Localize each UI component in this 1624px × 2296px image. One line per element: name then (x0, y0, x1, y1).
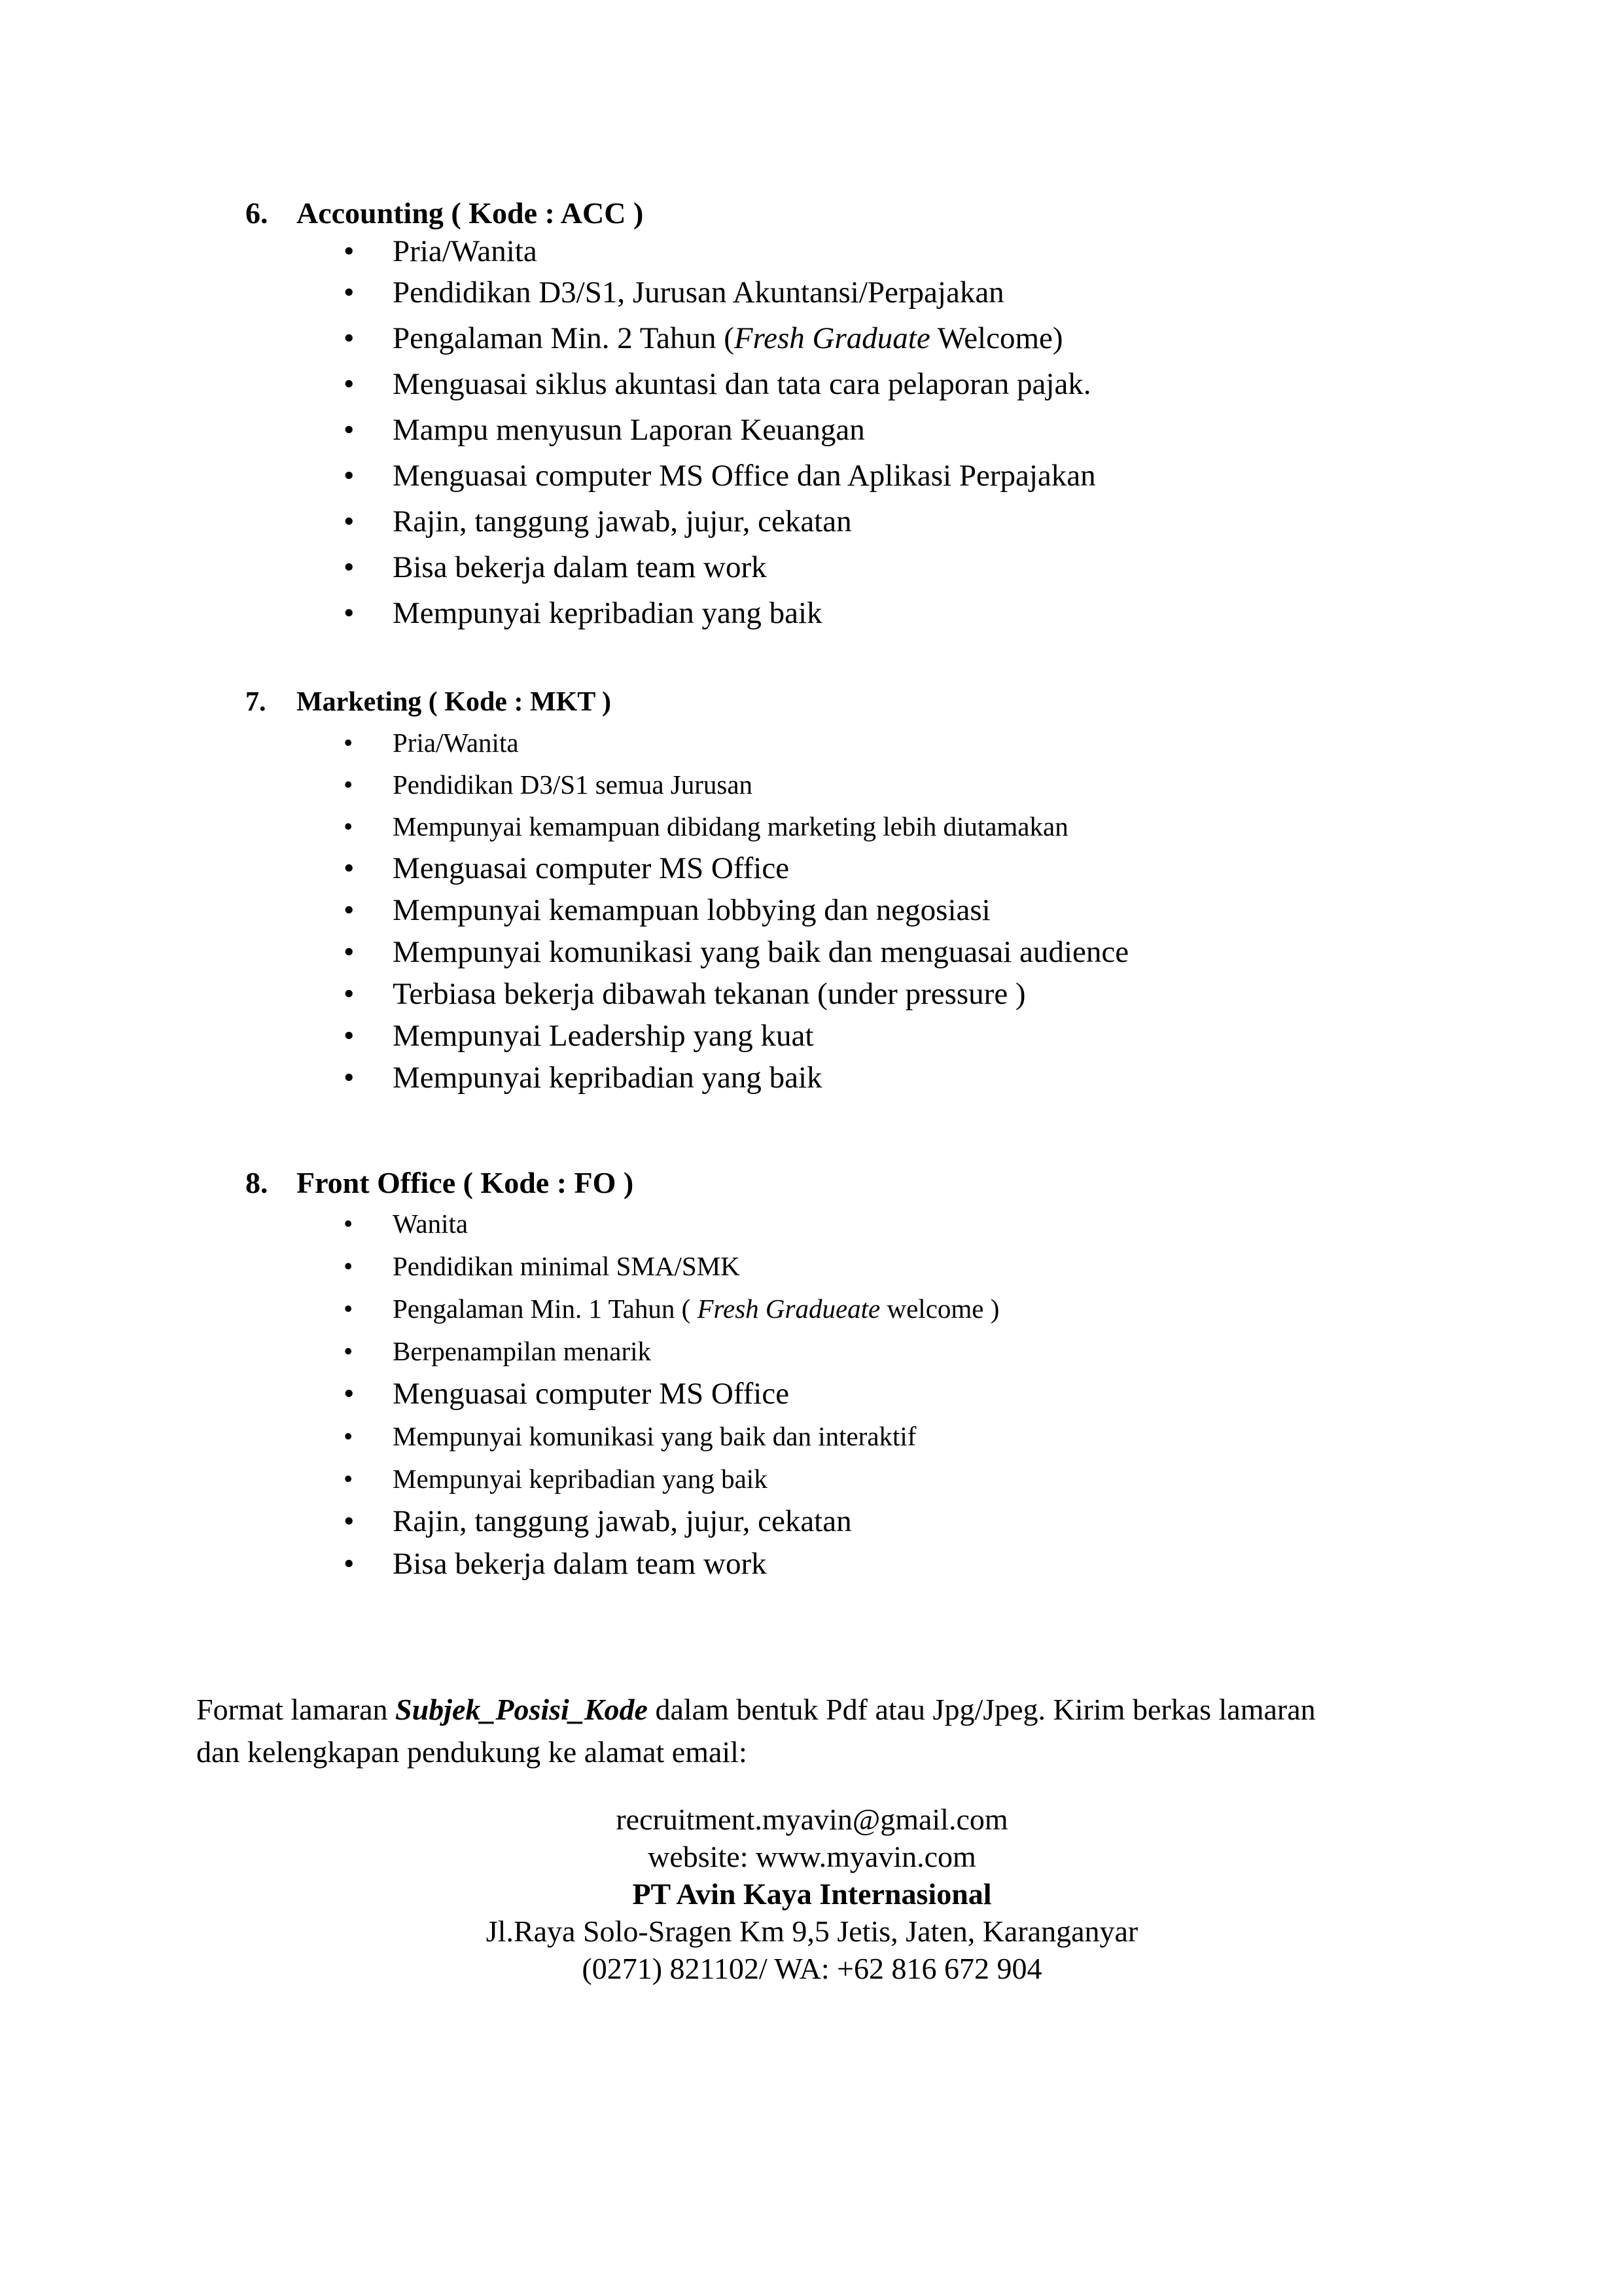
list-item (245, 233, 1489, 270)
section-number: 8. (245, 1166, 268, 1199)
section-marketing (245, 682, 1489, 1099)
filename-format: Subjek_Posisi_Kode (395, 1693, 648, 1726)
section-title: Accounting ( Kode : ACC ) (296, 196, 644, 230)
item-text: Pendidikan D3/S1 semua Jurusan (393, 769, 753, 800)
bullet-icon: • (344, 321, 355, 355)
item-text: Menguasai siklus akuntasi dan tata cara pelaporan pajak. (393, 367, 1091, 401)
item-text (393, 315, 1063, 361)
list-item (245, 1245, 1489, 1288)
bullet-icon: • (344, 977, 355, 1011)
list-item (245, 499, 1489, 544)
bullet-icon: • (344, 1251, 353, 1281)
item-text: Mempunyai komunikasi yang baik dan menguasai audience (393, 935, 1129, 969)
list-item (245, 1015, 1489, 1057)
bullet-icon: • (344, 1061, 355, 1095)
contact-email: recruitment.myavin@gmail.com (616, 1803, 1008, 1836)
bullet-icon: • (344, 1377, 355, 1411)
list-item (245, 544, 1489, 590)
item-text-pre: Pengalaman Min. 2 Tahun ( (393, 321, 734, 355)
item-text: Pria/Wanita (393, 728, 519, 758)
bullet-icon: • (344, 851, 355, 885)
section-number: 6. (245, 196, 268, 230)
bullet-icon: • (344, 596, 355, 630)
item-text: Mempunyai kepribadian yang baik (393, 1464, 768, 1494)
bullet-icon: • (344, 550, 355, 584)
bullet-icon: • (344, 728, 353, 758)
instructions-line-1 (196, 1688, 1439, 1731)
list-item (245, 1203, 1489, 1245)
list-item (245, 407, 1489, 453)
application-instructions (196, 1688, 1439, 1773)
section-accounting (245, 194, 1489, 636)
bullet-icon: • (344, 1504, 355, 1538)
section-heading (245, 194, 1489, 233)
bullet-icon: • (344, 935, 355, 969)
list-item (245, 590, 1489, 636)
list-item (245, 973, 1489, 1015)
bullet-icon: • (344, 1547, 355, 1581)
contact-website: website: www.myavin.com (648, 1840, 976, 1873)
item-text: Wanita (393, 1209, 468, 1239)
list-item (245, 931, 1489, 973)
contact-block (0, 1801, 1624, 1987)
item-text: Bisa bekerja dalam team work (393, 550, 767, 584)
item-text: Mempunyai Leadership yang kuat (393, 1019, 814, 1053)
bullet-icon: • (344, 1209, 353, 1239)
bullet-icon: • (344, 413, 355, 447)
item-text-pre: Pengalaman Min. 1 Tahun ( (393, 1294, 697, 1324)
list-item (245, 1500, 1489, 1543)
item-text: Terbiasa bekerja dibawah tekanan (under pressure ) (393, 977, 1026, 1011)
section-heading (245, 682, 1489, 722)
item-text: Mempunyai kepribadian yang baik (393, 1061, 822, 1095)
list-item (245, 1330, 1489, 1373)
list-item (245, 1415, 1489, 1458)
list-item (245, 764, 1489, 805)
section-front-office (245, 1163, 1489, 1585)
bullet-icon: • (344, 275, 355, 309)
section-number: 7. (245, 687, 266, 717)
item-text-emphasis: Fresh Gradueate (697, 1294, 881, 1324)
item-text: Rajin, tanggung jawab, jujur, cekatan (393, 504, 852, 539)
bullet-icon: • (344, 811, 353, 841)
list-item (245, 315, 1489, 361)
bullet-icon: • (344, 367, 355, 401)
item-text: Menguasai computer MS Office dan Aplikasi Perpajakan (393, 459, 1096, 493)
company-address: Jl.Raya Solo-Sragen Km 9,5 Jetis, Jaten, Karanganyar (485, 1915, 1139, 1948)
company-name: PT Avin Kaya Internasional (632, 1877, 992, 1911)
bullet-icon: • (344, 1294, 353, 1324)
bullet-icon: • (344, 504, 355, 539)
bullet-icon: • (344, 459, 355, 493)
list-item (245, 889, 1489, 931)
section-heading (245, 1163, 1489, 1203)
list-item (245, 1543, 1489, 1585)
item-text: Mempunyai kepribadian yang baik (393, 596, 822, 630)
instructions-post: dalam bentuk Pdf atau Jpg/Jpeg. Kirim berkas lamaran (647, 1693, 1316, 1726)
requirements-list (245, 722, 1489, 1099)
bullet-icon: • (344, 769, 353, 800)
list-item (245, 1057, 1489, 1099)
item-text: Mempunyai komunikasi yang baik dan interaktif (393, 1421, 917, 1451)
item-text: Mempunyai kemampuan lobbying dan negosiasi (393, 893, 991, 927)
item-text: Mampu menyusun Laporan Keuangan (393, 413, 865, 447)
list-item (245, 722, 1489, 764)
list-item (245, 270, 1489, 315)
bullet-icon: • (344, 1464, 353, 1494)
item-text: Pendidikan minimal SMA/SMK (393, 1251, 740, 1281)
list-item (245, 1458, 1489, 1500)
instructions-pre: Format lamaran (196, 1693, 396, 1726)
bullet-icon: • (344, 1019, 355, 1053)
list-item (245, 847, 1489, 889)
company-phone: (0271) 821102/ WA: +62 816 672 904 (582, 1952, 1042, 1985)
requirements-list (245, 1203, 1489, 1585)
item-text-post: welcome ) (880, 1294, 1000, 1324)
list-item (245, 1373, 1489, 1415)
item-text: Menguasai computer MS Office (393, 1377, 790, 1411)
instructions-line-2: dan kelengkapan pendukung ke alamat email: (196, 1735, 747, 1769)
bullet-icon: • (344, 1421, 353, 1451)
bullet-icon: • (344, 234, 355, 268)
item-text: Bisa bekerja dalam team work (393, 1547, 767, 1581)
list-item (245, 453, 1489, 499)
bullet-icon: • (344, 1336, 353, 1366)
section-title: Marketing ( Kode : MKT ) (296, 687, 611, 717)
item-text: Mempunyai kemampuan dibidang marketing lebih diutamakan (393, 811, 1068, 841)
item-text: Pria/Wanita (393, 234, 537, 268)
item-text-post: Welcome) (930, 321, 1063, 355)
item-text: Berpenampilan menarik (393, 1336, 652, 1366)
item-text-emphasis: Fresh Graduate (733, 321, 930, 355)
requirements-list (245, 233, 1489, 636)
item-text: Menguasai computer MS Office (393, 851, 790, 885)
list-item (245, 361, 1489, 407)
list-item (245, 1288, 1489, 1330)
item-text: Pendidikan D3/S1, Jurusan Akuntansi/Perpajakan (393, 275, 1004, 309)
section-title: Front Office ( Kode : FO ) (296, 1166, 634, 1199)
bullet-icon: • (344, 893, 355, 927)
list-item (245, 805, 1489, 847)
item-text (393, 1288, 999, 1330)
item-text: Rajin, tanggung jawab, jujur, cekatan (393, 1504, 852, 1538)
